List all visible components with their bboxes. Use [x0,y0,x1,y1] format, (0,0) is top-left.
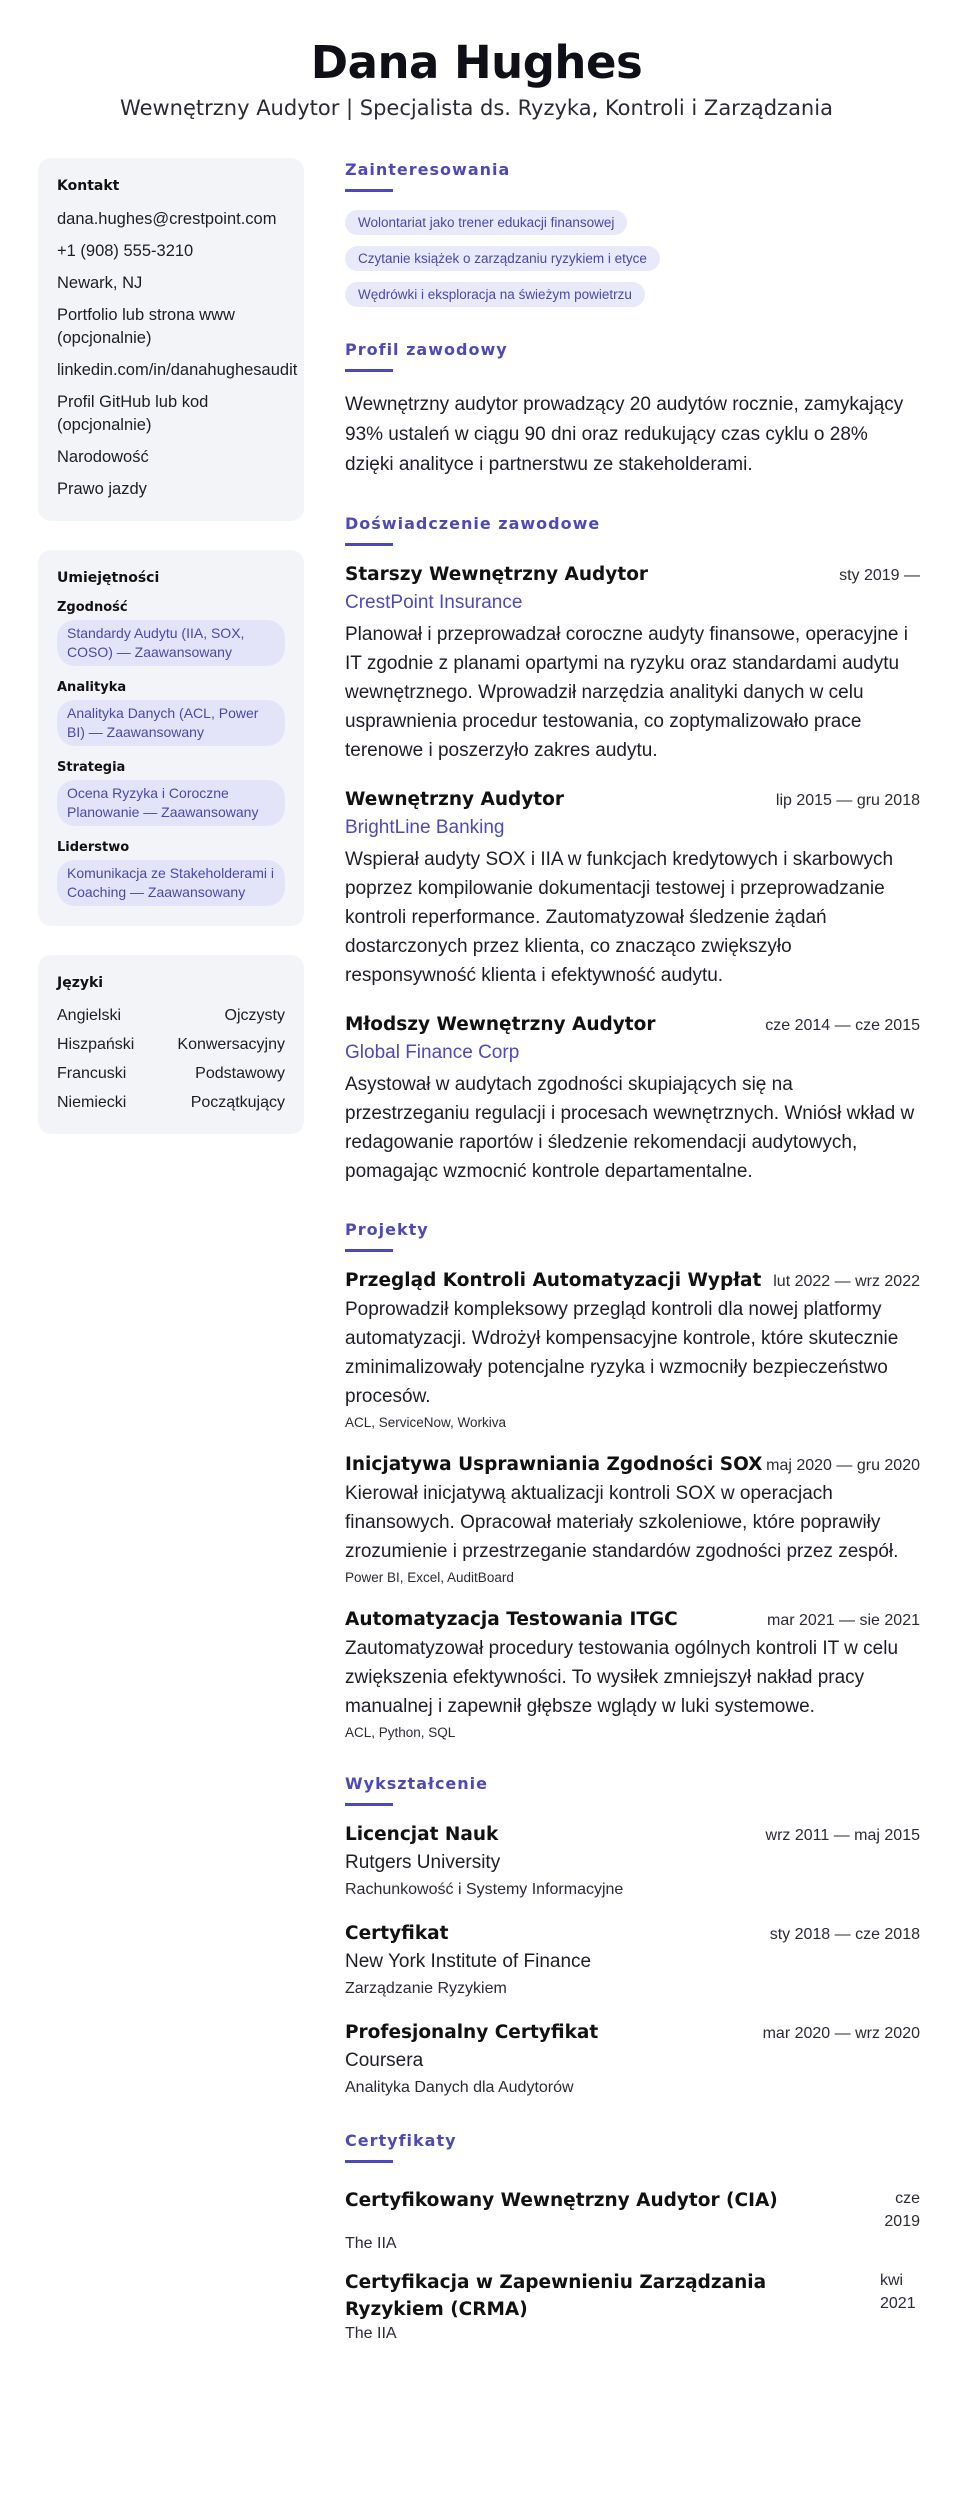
sidebar [38,158,304,1163]
skill-category: Strategia [57,760,126,775]
school-name: Rutgers University [345,1852,501,1873]
skill-category: Analityka [57,680,127,695]
degree-title: Profesjonalny Certyfikat [345,2022,599,2043]
job-title: Starszy Wewnętrzny Audytor [345,564,649,585]
project-description: Kierował inicjatywą aktualizacji kontroli SOX w operacjach finansowych. Opracował materiały szkoleniowe, które poprawiły zrozumienie i przestrzeganie standardów zgodności przez zespół. [345,1483,899,1562]
education-date: wrz 2011 — maj 2015 [765,1827,920,1844]
section-divider [345,2160,393,2163]
experience-entry [345,564,920,765]
section-divider [345,543,393,546]
job-title: Młodszy Wewnętrzny Audytor [345,1014,656,1035]
contact-license: Prawo jazdy [57,480,147,498]
languages-title: Języki [57,975,104,991]
resume-header [0,0,953,120]
degree-title: Licencjat Nauk [345,1824,499,1845]
study-field: Analityka Danych dla Audytorów [345,2079,574,2096]
language-row [57,1034,285,1056]
skill-group [57,600,285,666]
certificate-entry [345,2269,920,2343]
education-date: mar 2020 — wrz 2020 [762,2025,920,2042]
education-entry [345,2022,920,2097]
skill-category: Liderstwo [57,840,130,855]
language-row [57,1092,285,1114]
skill-chip: Ocena Ryzyka i Coroczne Planowanie — Zaawansowany [57,780,285,826]
study-field: Zarządzanie Ryzykiem [345,1980,507,1997]
company-name: Global Finance Corp [345,1042,520,1063]
language-name: Francuski [57,1065,127,1082]
experience-section [345,514,920,1186]
skill-group [57,680,285,746]
experience-entry [345,1014,920,1186]
certificate-entry [345,2187,920,2253]
project-date: mar 2021 — sie 2021 [767,1612,920,1629]
education-entry [345,1923,920,1998]
interest-chip: Wolontariat jako trener edukacji finansowej [345,210,627,235]
section-divider [345,369,393,372]
skill-group [57,760,285,826]
certificate-date: kwi 2021 [880,2272,916,2312]
language-name: Hiszpański [57,1036,135,1053]
main-column [345,160,920,2363]
projects-section [345,1220,920,1740]
skills-card [38,550,304,926]
job-title: Wewnętrzny Audytor [345,789,564,810]
project-tech: ACL, Python, SQL [345,1725,456,1740]
certificates-section [345,2131,920,2343]
interest-chip: Wędrówki i eksploracja na świeżym powietrzu [345,282,645,307]
section-title: Doświadczenie zawodowe [345,514,601,533]
skills-title: Umiejętności [57,570,160,586]
section-divider [345,1803,393,1806]
degree-title: Certyfikat [345,1923,449,1944]
language-level: Początkujący [190,1094,285,1111]
certificate-date: cze 2019 [884,2190,920,2230]
section-title: Profil zawodowy [345,340,508,359]
certificate-title: Certyfikacja w Zapewnieniu Zarządzania Ryzykiem (CRMA) [345,2272,767,2320]
skill-chip: Standardy Audytu (IIA, SOX, COSO) — Zaawansowany [57,620,285,666]
section-title: Zainteresowania [345,160,511,179]
job-date: lip 2015 — gru 2018 [775,792,920,809]
section-divider [345,189,393,192]
certificate-issuer: The IIA [345,2235,397,2252]
contact-location: Newark, NJ [57,274,143,292]
certificate-issuer: The IIA [345,2325,397,2342]
interest-chip: Czytanie książek o zarządzaniu ryzykiem i etyce [345,246,660,271]
job-description: Wspierał audyty SOX i IIA w funkcjach kredytowych i skarbowych poprzez kompilowanie dokumentacji testowej i przeprowadzanie kontroli reperformance. Zautomatyzował śledzenie żądań dostarczonych przez klienta, co znacząco zwiększyło responsywność klienta i efektywność audytu. [345,849,894,986]
education-date: sty 2018 — cze 2018 [769,1926,920,1943]
study-field: Rachunkowość i Systemy Informacyjne [345,1881,624,1898]
contact-title: Kontakt [57,178,120,194]
job-subtitle: Wewnętrzny Audytor | Specjalista ds. Ryzyka, Kontroli i Zarządzania [120,96,833,120]
project-tech: Power BI, Excel, AuditBoard [345,1570,514,1585]
language-level: Konwersacyjny [177,1036,285,1053]
contact-github[interactable]: Profil GitHub lub kod (opcjonalnie) [57,393,209,434]
company-name: BrightLine Banking [345,817,505,838]
project-description: Zautomatyzował procedury testowania ogólnych kontroli IT w celu zwiększenia efektywności. To wysiłek zmniejszył nakład pracy manualnej i zapewnił głębsze wglądy w luki systemowe. [345,1638,899,1717]
project-title: Automatyzacja Testowania ITGC [345,1609,678,1630]
contact-nationality: Narodowość [57,448,149,466]
section-divider [345,1249,393,1252]
person-name: Dana Hughes [310,36,643,89]
project-description: Poprowadził kompleksowy przegląd kontroli dla nowej platformy automatyzacji. Wdrożył kompensacyjne kontrole, które skutecznie zminimalizowały potencjalne ryzyka i wzmocniły bezpieczeństwo procesów. [345,1299,899,1407]
language-row [57,1063,285,1085]
skill-category: Zgodność [57,600,128,615]
language-row [57,1005,285,1027]
interests-section [345,160,920,318]
skill-chip: Analityka Danych (ACL, Power BI) — Zaawansowany [57,700,285,746]
project-entry [345,1270,920,1430]
section-title: Projekty [345,1220,429,1239]
contact-linkedin[interactable]: linkedin.com/in/danahughesaudit [57,361,298,379]
job-description: Asystował w audytach zgodności skupiających się na przestrzeganiu regulacji i procesach wewnętrznych. Wniósł wkład w redagowanie raportów i śledzenie rekomendacji audytowych, pomagając wzmocnić kontrole departamentalne. [345,1074,915,1182]
section-title: Wykształcenie [345,1774,488,1793]
contact-phone[interactable]: +1 (908) 555-3210 [57,242,194,260]
certificate-title: Certyfikowany Wewnętrzny Audytor (CIA) [345,2190,778,2211]
contact-card [38,158,304,521]
language-name: Angielski [57,1007,122,1024]
school-name: Coursera [345,2050,424,2071]
contact-portfolio[interactable]: Portfolio lub strona www (opcjonalnie) [57,306,235,347]
profile-section [345,340,920,480]
section-title: Certyfikaty [345,2131,457,2150]
skill-chip: Komunikacja ze Stakeholderami i Coaching — Zaawansowany [57,860,285,906]
language-name: Niemiecki [57,1094,127,1111]
project-date: lut 2022 — wrz 2022 [773,1273,920,1290]
project-date: maj 2020 — gru 2020 [766,1457,920,1474]
experience-entry [345,789,920,990]
project-tech: ACL, ServiceNow, Workiva [345,1415,507,1430]
language-level: Podstawowy [195,1065,285,1082]
language-level: Ojczysty [224,1007,285,1024]
project-entry [345,1609,920,1740]
education-entry [345,1824,920,1899]
school-name: New York Institute of Finance [345,1951,592,1972]
contact-email[interactable]: dana.hughes@crestpoint.com [57,210,277,228]
project-entry [345,1454,920,1585]
project-title: Przegląd Kontroli Automatyzacji Wypłat [345,1270,762,1291]
languages-card [38,955,304,1134]
profile-summary: Wewnętrzny audytor prowadzący 20 audytów rocznie, zamykający 93% ustaleń w ciągu 90 dni oraz redukujący czas cyklu o 28% dzięki analityce i partnerstwu ze stakeholderami. [345,394,904,475]
job-description: Planował i przeprowadzał coroczne audyty finansowe, operacyjne i IT zgodnie z planami opartymi na ryzyku oraz standardami audytu wewnętrznego. Wprowadził narzędzia analityki danych w celu usprawnienia procedur testowania, co zoptymalizowało prace terenowe i poszerzyło zakres audytu. [345,624,908,761]
project-title: Inicjatywa Usprawniania Zgodności SOX [345,1454,763,1475]
job-date: cze 2014 — cze 2015 [765,1017,920,1034]
skill-group [57,840,285,906]
company-name: CrestPoint Insurance [345,592,523,613]
job-date: sty 2019 — [839,567,920,584]
education-section [345,1774,920,2097]
